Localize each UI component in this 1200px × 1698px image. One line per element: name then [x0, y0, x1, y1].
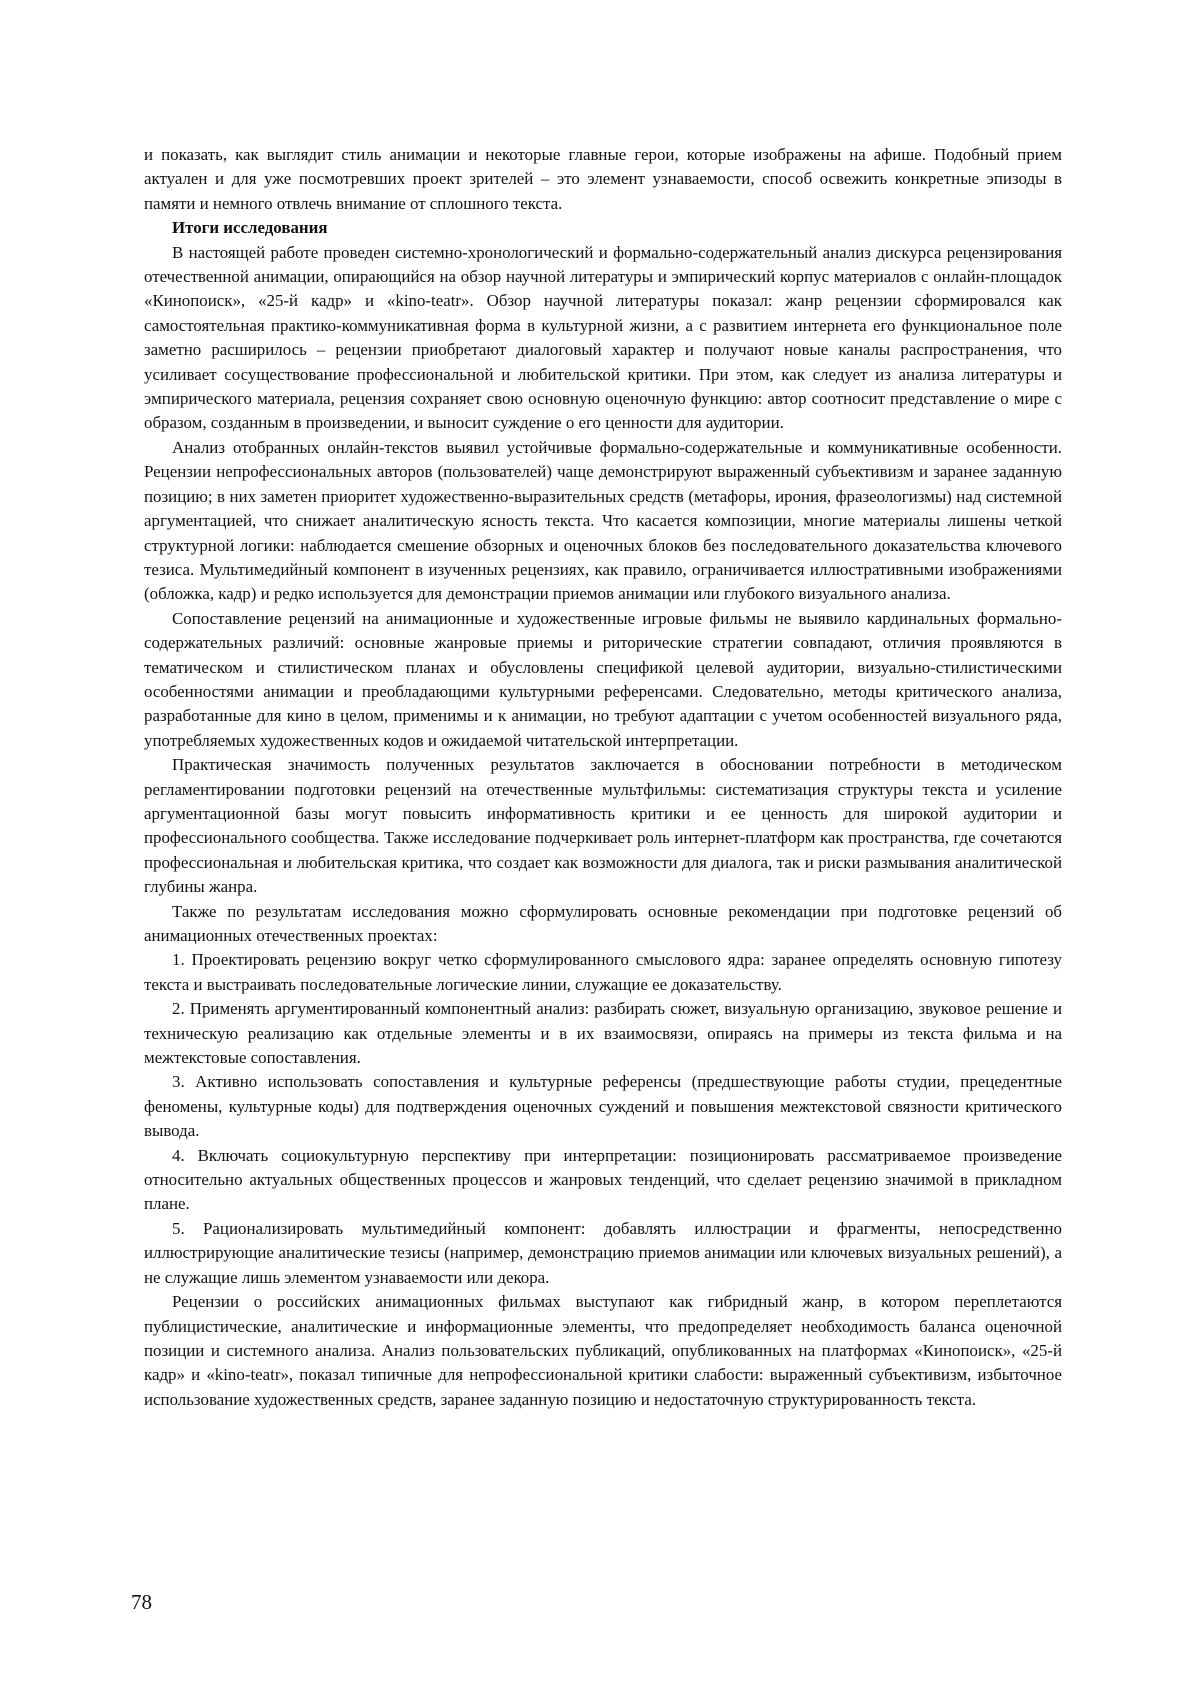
paragraph-analysis-overview: В настоящей работе проведен системно-хронологический и формально-содержательный анализ дискурса рецензирования отечественной анимации, опирающийся на обзор научной литературы и эмпирический корпус материалов с онлайн-площадок «Кинопоиск», «25-й кадр» и «kino-teatr». Обзор научной литературы показал: жанр рецензии сформировался как самостоятельная практико-коммуникативная форма в культурной жизни, а с развитием интернета его функциональное поле заметно расширилось – рецензии приобретают диалоговый характер и получают новые каналы распространения, что усиливает сосуществование профессиональной и любительской критики. При этом, как следует из анализа литературы и эмпирического материала, рецензия сохраняет свою основную оценочную функцию: автор соотносит представление о мире с образом, созданным в произведении, и выносит суждение о его ценности для аудитории. — [144, 242, 1062, 433]
recommendation-item-3: 3. Активно использовать сопоставления и культурные референсы (предшествующие работы студии, прецедентные феномены, культурные коды) для подтверждения оценочных суждений и повышения межтекстовой связности критического вывода. — [144, 1072, 1062, 1141]
paragraph-comparison: Сопоставление рецензий на анимационные и художественные игровые фильмы не выявило кардинальных формально-содержательных различий: основные жанровые приемы и риторические стратегии совпадают, отличия проявляются в тематическом и стилистическом планах и обусловлены спецификой целевой аудитории, визуально-стилистическими особенностями анимации и преобладающими культурными референсами. Следовательно, методы критического анализа, разработанные для кино в целом, применимы и к анимации, но требуют адаптации с учетом особенностей визуального ряда, употребляемых художественных кодов и ожидаемой читательской интерпретации. — [144, 608, 1062, 750]
paragraph-online-texts: Анализ отобранных онлайн-текстов выявил устойчивые формально-содержательные и коммуникативные особенности. Рецензии непрофессиональных авторов (пользователей) чаще демонстрируют выраженный субъективизм и заранее заданную позицию; в них заметен приоритет художественно-выразительных средств (метафоры, ирония, фразеологизмы) над системной аргументацией, что снижает аналитическую ясность текста. Что касается композиции, многие материалы лишены четкой структурной логики: наблюдается смешение обзорных и оценочных блоков без последовательного доказательства ключевого тезиса. Мультимедийный компонент в изученных рецензиях, как правило, ограничивается иллюстративными изображениями (обложка, кадр) и редко используется для демонстрации приемов анимации или глубокого визуального анализа. — [144, 437, 1062, 604]
recommendation-item-1: 1. Проектировать рецензию вокруг четко сформулированного смыслового ядра: заранее определять основную гипотезу текста и выстраивать последовательные логические линии, служащие ее доказательству. — [144, 950, 1062, 994]
section-heading: Итоги исследования — [172, 218, 328, 238]
recommendation-item-4: 4. Включать социокультурную перспективу при интерпретации: позиционировать рассматриваемое произведение относительно актуальных общественных процессов и жанровых тенденций, что сделает рецензию значимой в прикладном плане. — [144, 1145, 1062, 1214]
recommendation-item-5: 5. Рационализировать мультимедийный компонент: добавлять иллюстрации и фрагменты, непосредственно иллюстрирующие аналитические тезисы (например, демонстрацию приемов анимации или ключевых визуальных решений), а не служащие лишь элементом узнаваемости или декора. — [144, 1218, 1062, 1287]
page-number: 78 — [131, 1590, 152, 1614]
paragraph-conclusion: Рецензии о российских анимационных фильмах выступают как гибридный жанр, в котором переплетаются публицистические, аналитические и информационные элементы, что предопределяет необходимость баланса оценочной позиции и системного анализа. Анализ пользовательских публикаций, опубликованных на платформах «Кинопоиск», «25-й кадр» и «kino-teatr», показал типичные для непрофессиональной критики слабости: выраженный субъективизм, избыточное использование художественных средств, заранее заданную позицию и недостаточную структурированность текста. — [144, 1292, 1062, 1409]
paragraph-recommendations-intro: Также по результатам исследования можно сформулировать основные рекомендации при подготовке рецензий об анимационных отечественных проектах: — [144, 901, 1062, 945]
paragraph-intro-continuation: и показать, как выглядит стиль анимации и некоторые главные герои, которые изображены на афише. Подобный прием актуален и для уже посмотревших проект зрителей – это элемент узнаваемости, способ освежить конкретные эпизоды в памяти и немного отвлечь внимание от сплошного текста. — [144, 145, 1062, 213]
paragraph-practical-significance: Практическая значимость полученных результатов заключается в обосновании потребности в методическом регламентировании подготовки рецензий на отечественные мультфильмы: систематизация структуры текста и усиление аргументационной базы могут повысить информативность критики и ее ценность для широкой аудитории и профессионального сообщества. Также исследование подчеркивает роль интернет-платформ как пространства, где сочетаются профессиональная и любительская критика, что создает как возможности для диалога, так и риски размывания аналитической глубины жанра. — [144, 755, 1062, 897]
page-body — [144, 143, 1062, 1412]
recommendation-item-2: 2. Применять аргументированный компонентный анализ: разбирать сюжет, визуальную организацию, звуковое решение и техническую реализацию как отдельные элементы и в их взаимосвязи, опираясь на примеры из текста фильма и на межтекстовые сопоставления. — [144, 999, 1062, 1068]
